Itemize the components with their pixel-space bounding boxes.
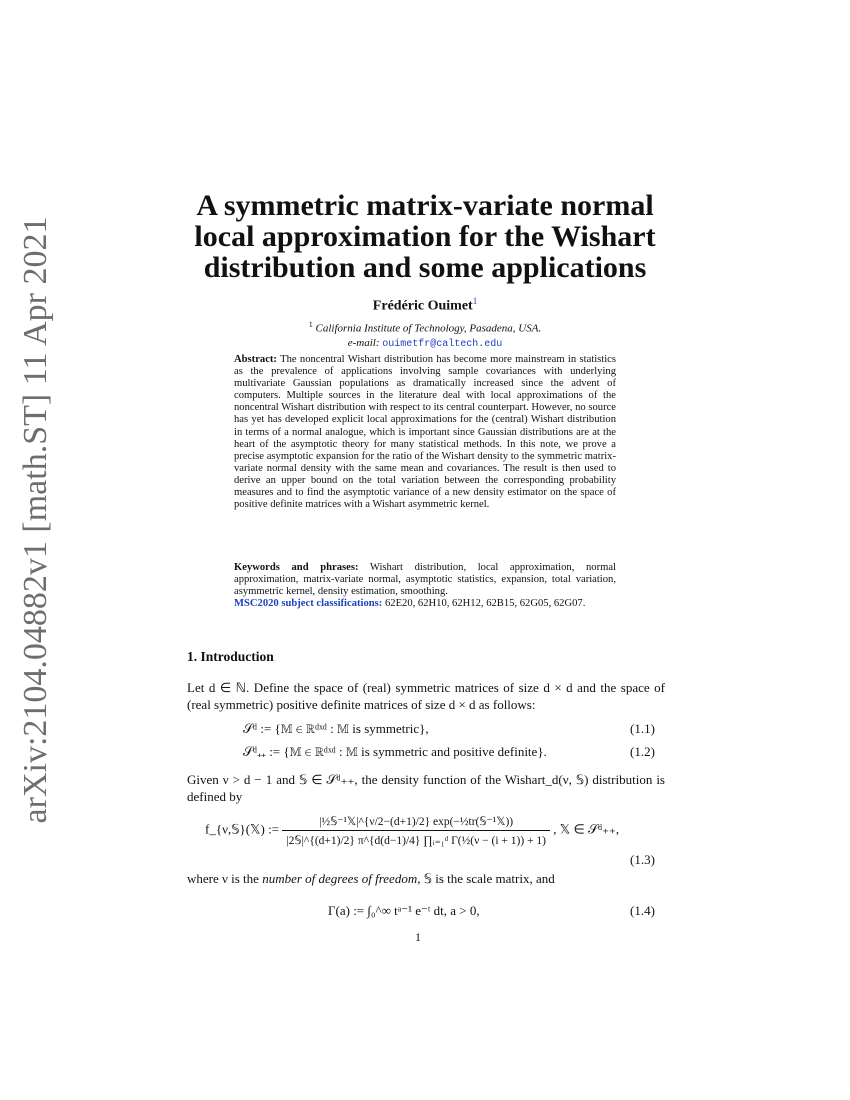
affiliation-mark: 1	[308, 320, 313, 329]
email-link[interactable]: ouimetfr@caltech.edu	[382, 338, 503, 350]
eq-1-3-fraction	[282, 814, 550, 847]
title-line-3: distribution and some applications	[203, 251, 647, 284]
intro-paragraph-1: Let d ∈ ℕ. Define the space of (real) symmetric matrices of size d × d and the space of (real symmetric) positive definite matrices of size d × d as follows:	[187, 680, 665, 712]
email-label: e-mail:	[347, 336, 380, 349]
equation-1-3	[205, 814, 619, 847]
msc-label-link[interactable]: MSC2020 subject classifications:	[234, 598, 383, 610]
equation-1-1: 𝒮ᵈ := {𝕄 ∈ ℝᵈˣᵈ : 𝕄 is symmetric},	[243, 721, 429, 736]
equation-1-4-number: (1.4)	[630, 903, 655, 918]
para3-emphasis: number of degrees of freedom	[262, 871, 418, 886]
equation-1-4: Γ(a) := ∫₀^∞ tᵃ⁻¹ e⁻ᵗ dt, a > 0,	[328, 903, 480, 918]
abstract-text: The noncentral Wishart distribution has become more mainstream in statistics as the prevalence of applications involving sample covariances with underlying multivariate Gaussian populations as dramatically increased since the advent of computers. Multiple sources in the literature deal with local approximations of the noncentral Wishart distribution with respect to its central counterpart. However, no source has yet has developed explicit local approximations for the (central) Wishart distribution in terms of a normal analogue, which is important since Gaussian distributions are at the heart of the asymptotic theory for many statistical methods. In this note, we prove a precise asymptotic expansion for the ratio of the Wishart density to the symmetric matrix-variate normal density with the same mean and covariances. The result is then used to derive an upper bound on the total variation between the corresponding probability measures and to find the asymptotic variance of a new density estimator on the space of positive definite matrices with a Wishart asymmetric kernel.	[234, 354, 616, 511]
eq-1-3-lhs: f_{ν,𝕊}(𝕏) :=	[205, 821, 280, 837]
keywords-text: Wishart distribution, local approximation, normal approximation, matrix-variate normal, asymptotic statistics, expansion, total variation, asymmetric kernel, density estimation, smoothing.	[234, 562, 616, 598]
para3-pre: where ν is the	[187, 871, 263, 886]
eq-1-3-rhs: , 𝕏 ∈ 𝒮ᵈ₊₊,	[553, 821, 620, 837]
section-heading: 1. Introduction	[187, 649, 274, 664]
para3-post: , 𝕊 is the scale matrix, and	[417, 871, 555, 886]
title-line-1: A symmetric matrix-variate normal	[196, 189, 654, 222]
intro-paragraph-3	[187, 870, 665, 887]
keywords-label: Keywords and phrases:	[234, 562, 359, 573]
keywords-block	[234, 562, 616, 610]
eq-1-3-denominator: |2𝕊|^{(d+1)/2} π^{d(d−1)/4} ∏ᵢ₌₁ᵈ Γ(½(ν − (i + 1)) + 1)	[286, 835, 547, 847]
intro-paragraph-2: Given ν > d − 1 and 𝕊 ∈ 𝒮ᵈ₊₊, the density function of the Wishart_d(ν, 𝕊) distribution is defined by	[187, 772, 665, 804]
abstract-label: Abstract:	[234, 354, 277, 365]
author-name: Frédéric Ouimet	[372, 298, 473, 314]
msc-text: 62E20, 62H10, 62H12, 62B15, 62G05, 62G07.	[384, 598, 586, 610]
page-number: 1	[415, 930, 421, 944]
equation-1-3-number: (1.3)	[630, 852, 655, 867]
paper-title	[150, 190, 700, 283]
author-affiliation-link[interactable]: 1	[472, 296, 478, 306]
title-line-2: local approximation for the Wishart	[194, 220, 656, 253]
affiliation-block	[150, 318, 700, 352]
arxiv-sidebar-stamp	[16, 216, 56, 824]
affiliation: California Institute of Technology, Pasadena, USA.	[315, 322, 542, 335]
eq-1-3-numerator: |½𝕊⁻¹𝕏|^{ν/2−(d+1)/2} exp(−½tr(𝕊⁻¹𝕏))	[282, 814, 550, 831]
equation-1-2-number: (1.2)	[630, 744, 655, 759]
equation-1-1-number: (1.1)	[630, 721, 655, 736]
equation-1-2: 𝒮ᵈ₊₊ := {𝕄 ∈ ℝᵈˣᵈ : 𝕄 is symmetric and positive definite}.	[243, 744, 547, 759]
arxiv-id: arXiv:2104.04882v1 [math.ST] 11 Apr 2021	[17, 216, 54, 824]
author-line	[150, 296, 700, 315]
abstract	[234, 354, 616, 511]
